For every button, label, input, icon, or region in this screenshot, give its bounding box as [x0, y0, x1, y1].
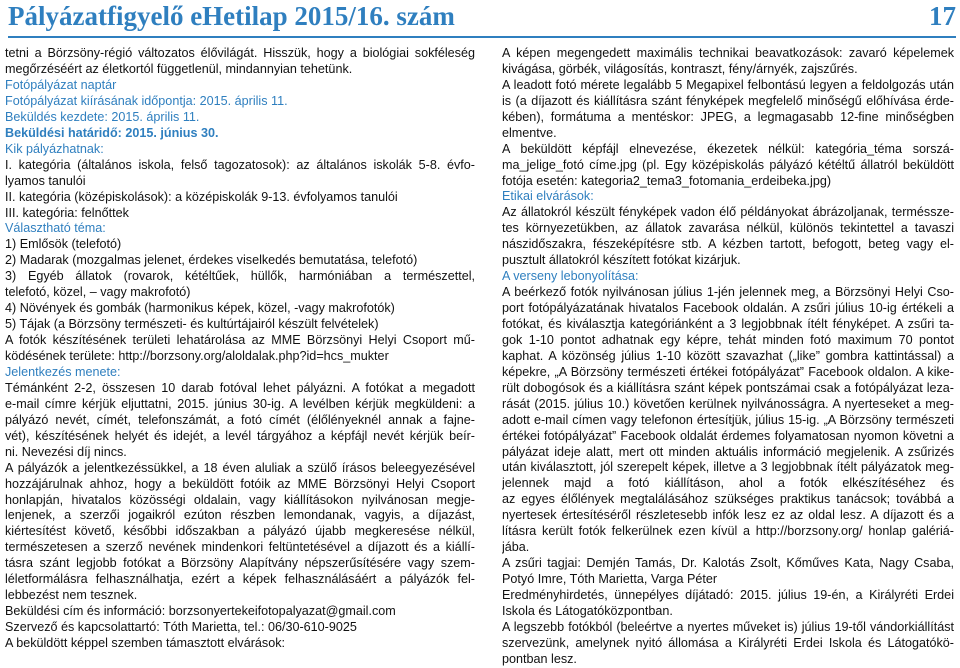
text-line: kivágása, görbék, világosítás, kontraszt, fény/árnyék, zajszűrés.	[502, 61, 858, 76]
text-line: lenjenek, a szerzői jogaikról ezúton részben lemondanak, vagyis, a díjazást,	[5, 508, 475, 523]
page-header	[8, 0, 956, 34]
text-line: nyertesek értesítéséről részletesebb infók lesz ez az oldal lesz. A díjazott és a	[502, 508, 954, 523]
text-line: Beküldési határidő: 2015. június 30.	[5, 125, 219, 140]
text-line: értékei fotópályázat” Facebook oldalát érdemes folyamatosan nyomon követni a	[502, 428, 954, 443]
text-line: fotója esetén: kategoria2_tema3_fotomania_erdeibeka.jpg)	[502, 173, 832, 188]
text-line: II. kategória (középiskolások): a középiskolák 9-13. évfolyamos tanulói	[5, 189, 398, 204]
text-line: lebbezést nem tesznek.	[5, 588, 138, 603]
text-line: tetni a Börzsöny-régió változatos élővilágát. Hisszük, hogy a biológiai sokféleség	[5, 46, 475, 60]
text-line: Beküldési cím és információ: borzsonyertekeifotopalyazat@gmail.com	[5, 604, 396, 619]
text-line: Szervező és kapcsolattartó: Tóth Marietta, tel.: 06/30-610-9025	[5, 620, 357, 635]
text-line: pontban lesz.	[502, 651, 577, 666]
text-line: ma_jelige_fotó címe.jpg (pl. Egy középiskolás pályázó kétéltű állatról beküldött	[502, 157, 954, 172]
text-line: A pályázók a jelentkezéssükkel, a 18 éven aluliak a szülő írásos beleegyezésével	[5, 460, 475, 475]
text-line: 4) Növények és gombák (harmonikus képek, közel, -vagy makrofotók)	[5, 301, 395, 316]
text-line: pusztult állatokról készített fotókat kizárjuk.	[502, 253, 741, 268]
text-line: 5) Tájak (a Börzsöny természeti- és kultúrtájairól készült felvételek)	[5, 317, 379, 332]
text-line: tes környezetükben, az állatok zavarása nélkül, különös tekintettel a tavaszi	[502, 221, 954, 236]
text-line: port fotópályázatának hivatalos Facebook oldalán. A zsűri július 10-ig értékeli a	[502, 301, 954, 316]
header-divider	[8, 36, 956, 38]
text-line: A leadott fotó mérete legalább 5 Megapixel felbontású legyen a feldolgozás után	[502, 77, 954, 92]
text-line: fotókat, és kiválasztja kategóriánként a 3 legjobbnak ítélt fényképet. A zsűri ta-	[502, 317, 954, 332]
text-line: Eredményhirdetés, ünnepélyes díjátadó: 2015. július 19-én, a Királyréti Erdei	[502, 588, 954, 602]
text-line: Kik pályázhatnak:	[5, 141, 104, 156]
text-line: A képen megengedett maximális technikai beavatkozások: zavaró képelemek	[502, 46, 954, 60]
text-line: kiértesítést követő, későbbi időszakban a pályázó újabb megkeresése nélkül,	[5, 524, 475, 539]
publication-title: Pályázatfigyelő eHetilap 2015/16. szám	[8, 1, 455, 31]
left-text-column	[5, 46, 475, 652]
text-line: A zsűri tagjai: Demjén Tamás, Dr. Kalotás Zsolt, Kőműves Kata, Nagy Csaba,	[502, 556, 954, 571]
text-line: ni. Nevezési díj nincs.	[5, 444, 127, 459]
text-line: Beküldés kezdete: 2015. április 11.	[5, 109, 200, 124]
text-line: adott e-mail címen vagy telefonon értesítjük, július 15-ig. „A Börzsöny természeti	[502, 412, 954, 427]
text-line: tásra szánt legjobb fotókat a Börzsöny Alapítvány népszerűsítésére vagy szem-	[5, 556, 475, 571]
text-line: az egyes élőlények megtalálásához szükséges praktikus tanácsok; továbbá a	[502, 492, 954, 507]
text-line: rását (2015. július 10.) követően kerülnek nyilvánosságra. A nyerteseket a meg-	[502, 396, 954, 411]
text-line: Jelentkezés menete:	[5, 365, 121, 379]
text-line: honlapján, hivatalos közösségi oldalain, vagy kiállításokon nyilvánosan megje-	[5, 492, 475, 507]
right-text-column	[502, 46, 954, 668]
text-line: Fotópályázat kiírásának időpontja: 2015. április 11.	[5, 93, 288, 108]
text-line: Potyó Imre, Tóth Marietta, Varga Péter	[502, 572, 718, 587]
text-line: A beérkező fotók nyilvánosan július 1-jén jelennek meg, a Börzsönyi Helyi Cso-	[502, 285, 954, 300]
text-line: I. kategória (általános iskola, felső tagozatosok): az általános iskolák 5-8. évfo-	[5, 157, 475, 172]
text-line: Etikai elvárások:	[502, 189, 594, 204]
text-line: szervezünk, amelynek nyitó állomása a Királyréti Erdei Iskola és Látogatókö-	[502, 635, 954, 650]
text-line: A beküldött képpel szemben támasztott elvárások:	[5, 636, 286, 651]
text-line: Iskola és Látogatóközpontban.	[502, 603, 673, 618]
text-line: Fotópályázat naptár	[5, 77, 117, 92]
page-number: 17	[929, 1, 956, 31]
text-line: gok 1-10 pontot adhatnak egy képre, tehát minden fotó maximum 70 pontot	[502, 332, 954, 347]
text-line: után kiválasztott, jól szerepelt képek, illetve a 3 legjobbnak ítélt pályázatok meg-	[502, 460, 954, 475]
text-line: lyamos tanulói	[5, 173, 86, 188]
text-line: kében), formátuma a mentéskor: JPEG, a legmagasabb 12-fine minőségben	[502, 109, 954, 124]
text-line: Témánként 2-2, összesen 10 darab fotóval lehet pályázni. A fotókat a megadott	[5, 380, 475, 395]
text-line: telefotó, közel, – vagy makrofotó)	[5, 285, 191, 300]
text-line: A verseny lebonyolítása:	[502, 269, 639, 284]
text-line: 3) Egyéb állatok (rovarok, kétéltűek, hüllők, harmóniában a természettel,	[5, 269, 475, 284]
text-line: pályázó nevét, címét, telefonszámát, a fotó címét (élőlényeknél annak a fajne-	[5, 412, 475, 427]
text-line: hozzájárulnak ahhoz, hogy a beküldött fotóik az MME Börzsönyi Helyi Csoport	[5, 476, 475, 491]
text-line: Választható téma:	[5, 221, 106, 236]
text-line: 1) Emlősök (telefotó)	[5, 237, 122, 252]
text-line: jelennek majd a fotó kiállításon, ahol a fotók elkészítéséhez és	[502, 476, 954, 491]
text-line: képekre, „A Börzsöny természeti értékei fotópályázat” Facebook oldalon. A kike-	[502, 364, 954, 379]
text-line: nászidőszakra, fészeképítésre stb. A kézben tartott, befogott, beteg vagy el-	[502, 237, 954, 252]
text-line: kaphat. A közönség július 1-10 között szavazhat („like” gombra kattintással) a	[502, 348, 954, 363]
text-line: megőrzéséért az életkortól függetlenül, mindannyian tehetünk.	[5, 61, 353, 76]
text-line: pályázat ideje alatt, mert ott minden aktuális információ megjelenik. A zsűrizés	[502, 444, 954, 459]
text-line: is (a díjazott és kiállításra szánt fényképek megfelelő minőségű előhívása érde-	[502, 93, 954, 108]
text-line: jába.	[502, 540, 530, 555]
text-line: 2) Madarak (mozgalmas jelenet, érdekes viselkedés bemutatása, telefotó)	[5, 253, 418, 268]
text-line: A fotók készítésének területi lehatárolása az MME Börzsönyi Helyi Csoport mű-	[5, 333, 475, 348]
text-line: léletformálásra felhasználhatja, ezért a képek felhasználásáért a pályázók fel-	[5, 572, 475, 587]
text-line: rült dobogósok és a kiállításra szánt képek pontszámai csak a fotópályázat leza-	[502, 380, 954, 395]
text-line: természetesen a szerző nevének mindenkori feltüntetésével a díjazott és a kiállí-	[5, 540, 475, 555]
text-line: III. kategória: felnőttek	[5, 205, 129, 220]
text-line: A legszebb fotókból (beleértve a nyertes műveket is) július 19-től vándorkiállítást	[502, 619, 954, 634]
text-line: ködésének területe: http://borzsony.org/aloldalak.php?id=hcs_mukter	[5, 349, 389, 364]
text-line: elmentve.	[502, 125, 557, 140]
text-line: lításra került fotók felkerülnek ezen kívül a http://borzsony.org/ honlap galériá-	[502, 524, 954, 539]
text-line: Az állatokról készült fényképek vadon élő példányokat ábrázoljanak, terméssze-	[502, 205, 954, 220]
text-line: e-mail címre kérjük eljuttatni, 2015. június 30-ig. A levélben kérjük megküldeni: a	[5, 396, 475, 411]
text-line: vét), készítésének helyét és idejét, a levél tárgyához a képfájl nevét kérjük beír-	[5, 428, 475, 443]
text-line: A beküldött képfájl elnevezése, ékezetek nélkül: kategória_téma sorszá-	[502, 141, 954, 156]
